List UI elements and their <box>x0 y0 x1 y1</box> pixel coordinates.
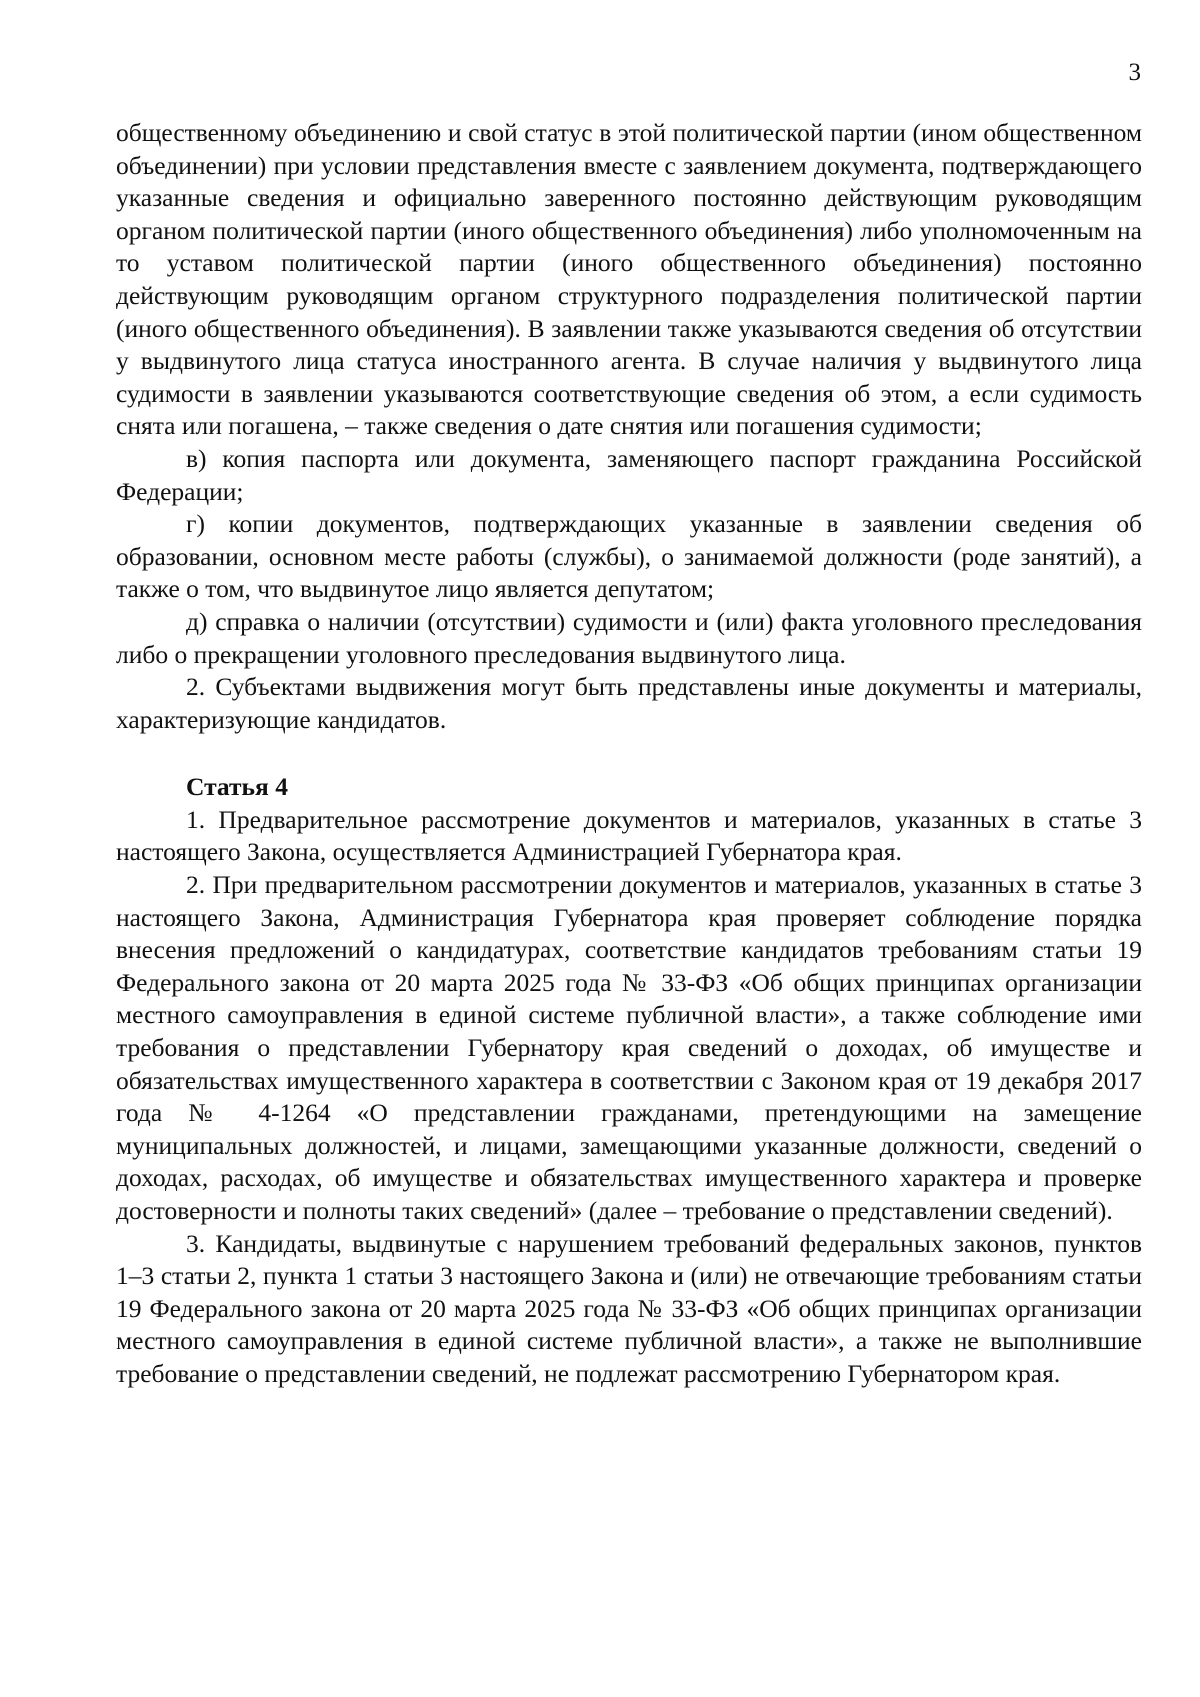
page-number: 3 <box>1128 59 1141 86</box>
article-paragraph-2: 2. При предварительном рассмотрении документов и материалов, указанных в статье 3 настоящего Закона, Администрация Губернатора края проверяет соблюдение порядка внесения предложений о кандидатурах, соответствие кандидатов требованиям статьи 19 Федерального закона от 20 марта 2025 года № 33-ФЗ «Об общих принципах организации местного самоуправления в единой системе публичной власти», а также соблюдение ими требования о представлении Губернатору края сведений о доходах, об имуществе и обязательствах имущественного характера в соответствии с Законом края от 19 декабря 2017 года № 4-1264 «О представлении гражданами, претендующими на замещение муниципальных должностей, и лицами, замещающими указанные должности, сведений о доходах, расходах, об имуществе и обязательствах имущественного характера и проверке достоверности и полноты таких сведений» (далее – требование о представлении сведений). <box>116 870 1142 1225</box>
paragraph-item-v: в) копия паспорта или документа, заменяющего паспорт гражданина Российской Федерации; <box>116 443 1142 506</box>
article-heading: Статья 4 <box>186 772 288 802</box>
article-paragraph-3: 3. Кандидаты, выдвинутые с нарушением требований федеральных законов, пунктов 1–3 статьи 2, пункта 1 статьи 3 настоящего Закона и (или) не отвечающие требованиям статьи 19 Федерального закона от 20 марта 2025 года № 33-ФЗ «Об общих принципах организации местного самоуправления в единой системе публичной власти», а также не выполнившие требование о представлении сведений, не подлежат рассмотрению Губернатором края. <box>116 1228 1142 1388</box>
paragraph-continuation: общественному объединению и свой статус в этой политической партии (ином общественном объединении) при условии представления вместе с заявлением документа, подтверждающего указанные сведения и официально заверенного постоянно действующим руководящим органом политической партии (иного общественного объединения) либо уполномоченным на то уставом политической партии (иного общественного объединения) постоянно действующим руководящим органом структурного подразделения политической партии (иного общественного объединения). В заявлении также указываются сведения об отсутствии у выдвинутого лица статуса иностранного агента. В случае наличия у выдвинутого лица судимости в заявлении указываются соответствующие сведения об этом, а если судимость снята или погашена, – также сведения о дате снятия или погашения судимости; <box>116 118 1142 441</box>
article-paragraph-1: 1. Предварительное рассмотрение документов и материалов, указанных в статье 3 настоящего Закона, осуществляется Администрацией Губернатора края. <box>116 804 1142 867</box>
paragraph-clause-2: 2. Субъектами выдвижения могут быть представлены иные документы и материалы, характеризующие кандидатов. <box>116 672 1142 734</box>
paragraph-item-g: г) копии документов, подтверждающих указанные в заявлении сведения об образовании, основном месте работы (службы), о занимаемой должности (роде занятий), а также о том, что выдвинутое лицо является депутатом; <box>116 509 1142 604</box>
paragraph-item-d: д) справка о наличии (отсутствии) судимости и (или) факта уголовного преследования либо о прекращении уголовного преследования выдвинутого лица. <box>116 606 1142 669</box>
document-body <box>116 117 1142 1391</box>
